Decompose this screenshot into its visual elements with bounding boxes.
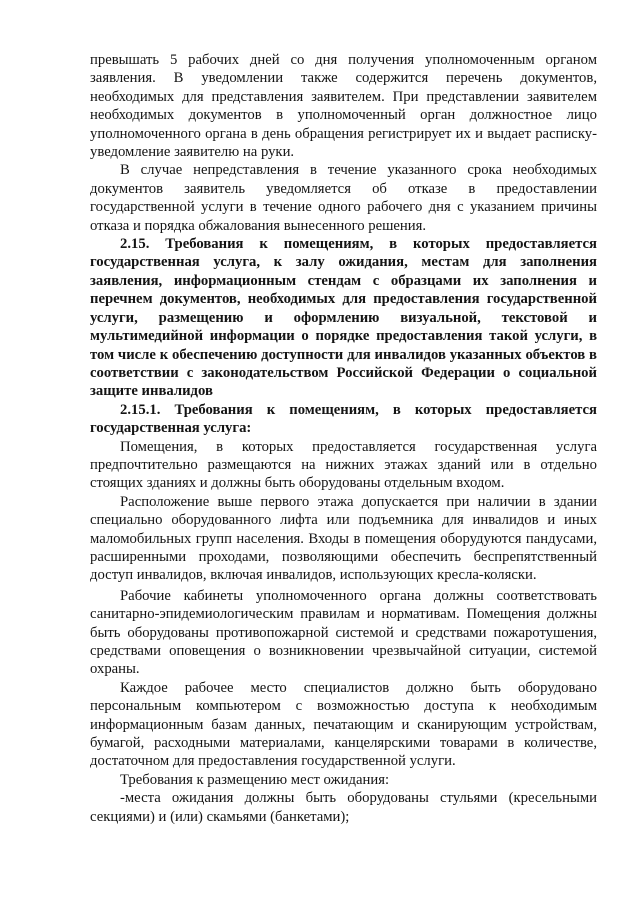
document-body: [90, 51, 597, 826]
paragraph-workplace: Каждое рабочее место специалистов должно быть оборудовано персональным компьютером с возможностью доступа к необходимым информационным базам данных, печатающим и сканирующим устройствам, бумагой, расходными материалами, канцелярскими товарами в количестве, достаточном для предоставления государственной услуги.: [90, 679, 597, 770]
paragraph-location: Расположение выше первого этажа допускается при наличии в здании специально оборудованного лифта или подъемника для инвалидов и иных маломобильных групп населения. Входы в помещения оборудуются пандусами, расширенными проходами, позволяющими обеспечить беспрепятственный доступ инвалидов, включая инвалидов, использующих кресла-коляски.: [90, 493, 597, 584]
paragraph-waiting-requirements: Требования к размещению мест ожидания:: [120, 771, 390, 788]
paragraph-premises: Помещения, в которых предоставляется государственная услуга предпочтительно размещаются на нижних этажах зданий или в отдельно стоящих зданиях и должны быть оборудованы отдельным входом.: [90, 438, 597, 492]
section-heading-2-15-1: 2.15.1. Требования к помещениям, в которых предоставляется государственная услуга:: [90, 401, 597, 437]
section-heading-2-15: 2.15. Требования к помещениям, в которых предоставляется государственная услуга, к залу ожидания, местам для заполнения заявления, информационным стендам с образцами их заполнения и перечнем документов, необходимых для предоставления государственной услуги, размещению и оформлению визуальной, текстовой и мультимедийной информации о порядке предоставления такой услуги, в том числе к обеспечению доступности для инвалидов указанных объектов в соответствии с законодательством Российской Федерации о социальной защите инвалидов: [90, 236, 597, 400]
paragraph-1: превышать 5 рабочих дней со дня получения уполномоченным органом заявления. В уведомлении также содержится перечень документов, необходимых для представления заявителем. При представлении заявителем необходимых документов в уполномоченный орган должностное лицо уполномоченного органа в день обращения регистрирует их и выдает расписку-уведомление заявителю на руки.: [90, 52, 597, 161]
paragraph-2: В случае непредставления в течение указанного срока необходимых документов заявитель уведомляется об отказе в предоставлении государственной услуги в течение одного рабочего дня с указанием причины отказа и порядка обжалования вынесенного решения.: [90, 162, 597, 234]
paragraph-work-rooms: Рабочие кабинеты уполномоченного органа должны соответствовать санитарно-эпидемиологическим правилам и нормативам. Помещения должны быть оборудованы противопожарной системой и средствами пожаротушения, средствами оповещения о возникновении чрезвычайной ситуации, системой охраны.: [90, 587, 597, 678]
paragraph-waiting-seats: -места ожидания должны быть оборудованы стульями (кресельными секциями) и (или) скамьями (банкетами);: [90, 790, 597, 825]
